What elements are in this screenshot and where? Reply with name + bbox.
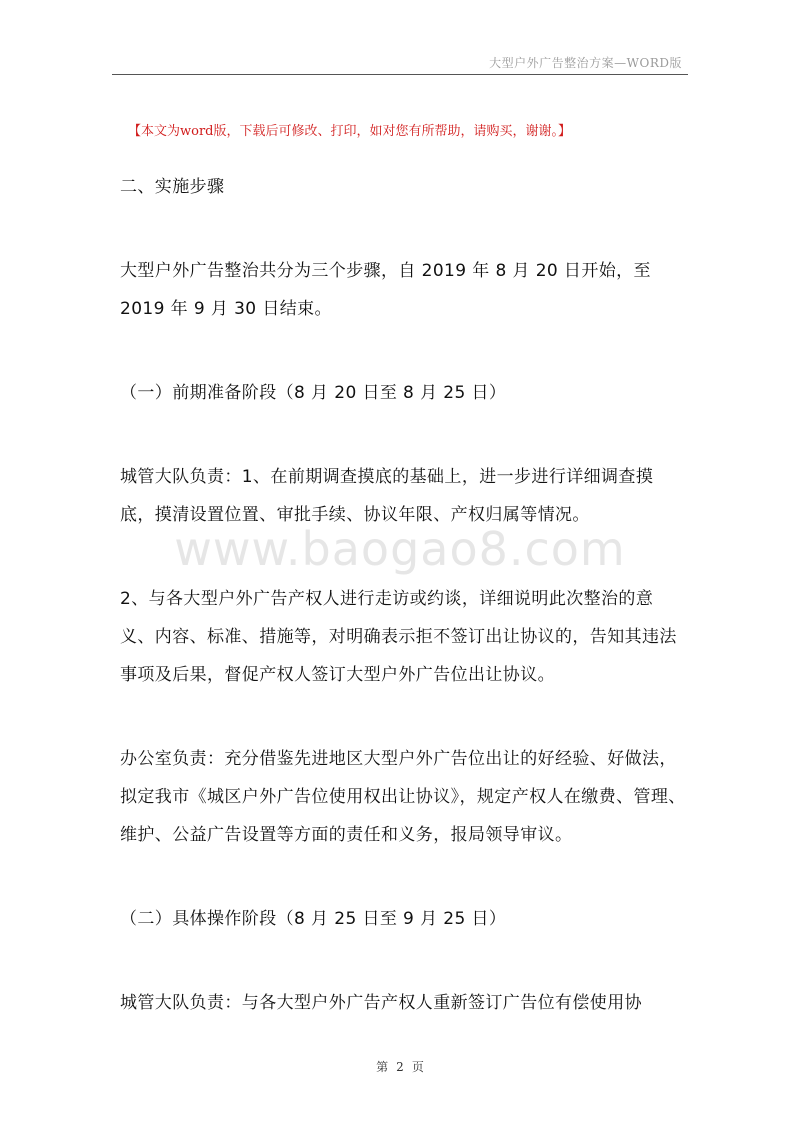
page-number: 2 — [396, 1060, 404, 1074]
watermark: www.baogao8.com — [174, 522, 626, 576]
purchase-notice: 【本文为word版，下载后可修改、打印，如对您有所帮助，请购买，谢谢。】 — [128, 124, 571, 139]
document-body — [120, 168, 686, 1068]
body-paragraph: 大型户外广告整治共分为三个步骤，自 2019 年 8 月 20 日开始，至 2019 年 9 月 30 日结束。 — [120, 261, 651, 319]
header-divider — [112, 74, 688, 75]
body-paragraph: 城管大队负责：1、在前期调查摸底的基础上，进一步进行详细调查摸底，摸清设置位置、审批手续、协议年限、产权归属等情况。 — [120, 467, 654, 525]
body-paragraph: 城管大队负责：与各大型户外广告产权人重新签订广告位有偿使用协 — [120, 993, 642, 1013]
subsection-heading: （二）具体操作阶段（8 月 25 日至 9 月 25 日） — [120, 909, 507, 929]
running-header-title: 大型户外广告整治方案—WORD版 — [489, 56, 682, 70]
subsection-heading: （一）前期准备阶段（8 月 20 日至 8 月 25 日） — [120, 383, 507, 403]
section-heading: 二、实施步骤 — [120, 177, 225, 197]
page-number-suffix: 页 — [411, 1060, 424, 1074]
page-footer — [0, 1058, 800, 1075]
body-paragraph: 2、与各大型户外广告产权人进行走访或约谈，详细说明此次整治的意义、内容、标准、措施等，对明确表示拒不签订出让协议的，告知其违法事项及后果，督促产权人签订大型户外广告位出让协议。 — [120, 589, 677, 685]
page-number-prefix: 第 — [376, 1060, 389, 1074]
body-paragraph: 办公室负责：充分借鉴先进地区大型户外广告位出让的好经验、好做法，拟定我市《城区户外广告位使用权出让协议》，规定产权人在缴费、管理、维护、公益广告设置等方面的责任和义务，报局领导审议。 — [120, 749, 686, 845]
